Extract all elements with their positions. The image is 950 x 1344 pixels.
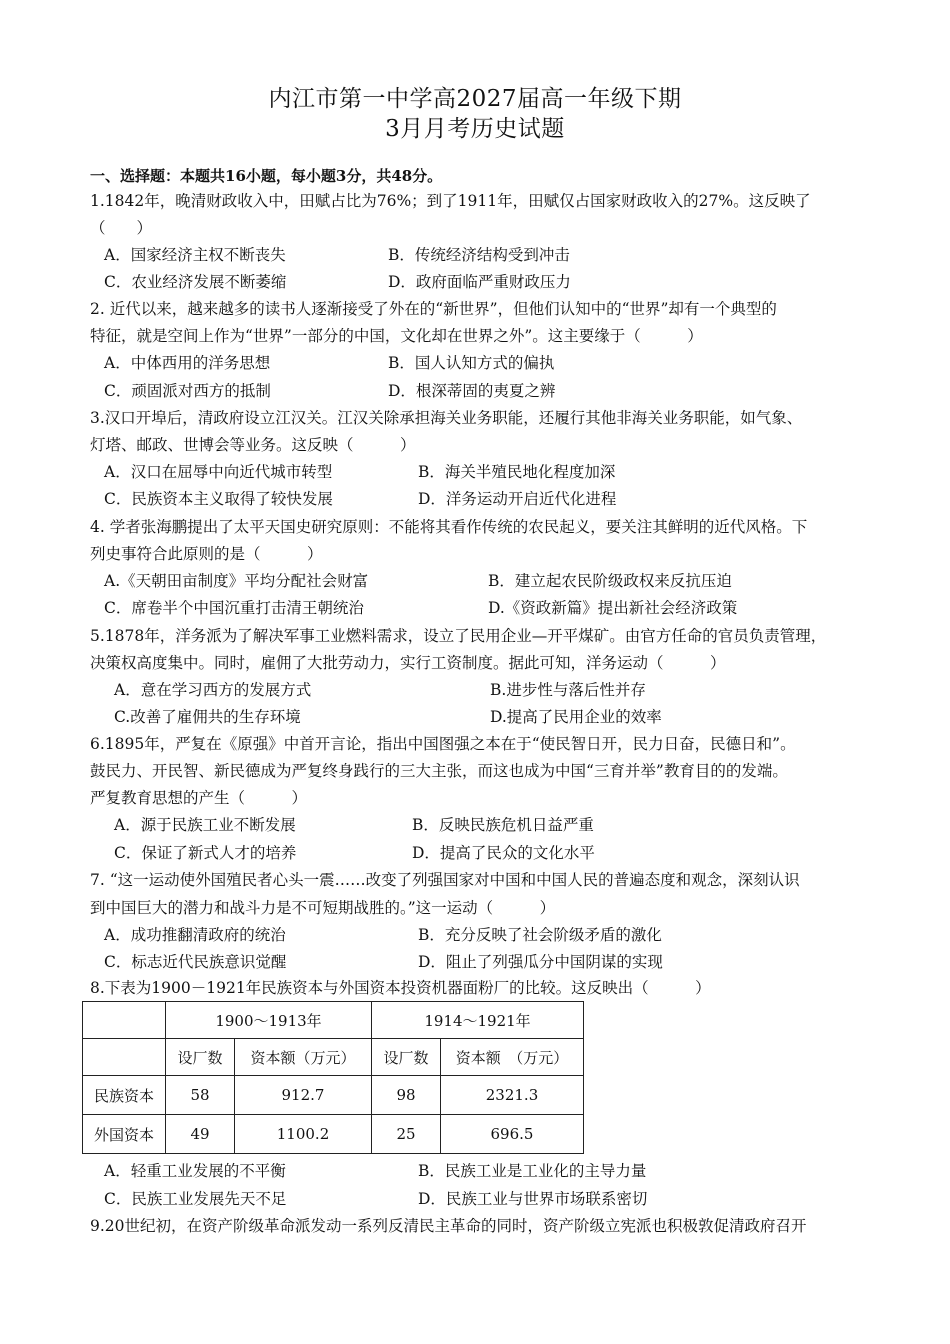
table-cell: 696.5 <box>441 1115 584 1154</box>
table-row <box>83 1076 584 1115</box>
table-row <box>83 1115 584 1154</box>
question-7-option-b[interactable]: B．充分反映了社会阶级矛盾的激化 <box>418 926 662 944</box>
question-4-option-d[interactable]: D.《资政新篇》提出新社会经济政策 <box>488 599 738 617</box>
question-1-stem: 1.1842年，晚清财政收入中，田赋占比为76%；到了1911年，田赋仅占国家财政收入的27%。这反映了 <box>90 192 811 210</box>
table-subheader: 资本额（万元） <box>235 1039 372 1076</box>
question-7-stem: 到中国巨大的潜力和战斗力是不可短期战胜的。”这一运动（ ） <box>90 899 556 917</box>
table-cell: 25 <box>372 1115 441 1154</box>
question-8-option-a[interactable]: A．轻重工业发展的不平衡 <box>104 1162 286 1180</box>
row-label: 民族资本 <box>83 1076 166 1115</box>
question-1-stem: （ ） <box>90 219 153 237</box>
question-1-option-b[interactable]: B．传统经济结构受到冲击 <box>388 246 570 264</box>
question-4-stem: 列史事符合此原则的是（ ） <box>90 545 323 563</box>
question-6-stem: 鼓民力、开民智、新民德成为严复终身践行的三大主张，而这也成为中国“三育并举”教育目的的发端。 <box>90 762 788 780</box>
question-2-stem: 特征，就是空间上作为“世界”一部分的中国，文化却在世界之外”。这主要缘于（ ） <box>90 327 703 345</box>
question-5-option-b[interactable]: B.进步性与落后性并存 <box>490 681 646 699</box>
question-7-stem: 7. “这一运动使外国殖民者心头一震……改变了列强国家对中国和中国人民的普遍态度和观念，深刻认识 <box>90 871 800 889</box>
question-8-option-c[interactable]: C．民族工业发展先天不足 <box>104 1190 287 1208</box>
question-3-option-a[interactable]: A．汉口在屈辱中向近代城市转型 <box>104 463 333 481</box>
table-subheader: 资本额 （万元） <box>441 1039 584 1076</box>
question-5-option-d[interactable]: D.提高了民用企业的效率 <box>490 708 662 726</box>
table-period-header: 1900～1913年 <box>166 1002 372 1039</box>
question-1-option-a[interactable]: A．国家经济主权不断丧失 <box>104 246 286 264</box>
table-corner-cell <box>83 1039 166 1076</box>
row-label: 外国资本 <box>83 1115 166 1154</box>
question-3-option-b[interactable]: B．海关半殖民地化程度加深 <box>418 463 616 481</box>
question-2-option-a[interactable]: A．中体西用的洋务思想 <box>104 354 271 372</box>
table-period-header: 1914～1921年 <box>372 1002 584 1039</box>
investment-comparison-table <box>82 1001 584 1154</box>
question-1-option-c[interactable]: C．农业经济发展不断萎缩 <box>104 273 287 291</box>
question-2-option-b[interactable]: B．国人认知方式的偏执 <box>388 354 555 372</box>
question-2-stem: 2. 近代以来，越来越多的读书人逐渐接受了外在的“新世界”，但他们认知中的“世界”却有一个典型的 <box>90 300 777 318</box>
question-3-option-d[interactable]: D．洋务运动开启近代化进程 <box>418 490 617 508</box>
question-6-stem: 6.1895年，严复在《原强》中首开言论，指出中国图强之本在于“使民智日开，民力日奋，民德日和”。 <box>90 735 796 753</box>
question-8-option-d[interactable]: D．民族工业与世界市场联系密切 <box>418 1190 648 1208</box>
question-7-option-a[interactable]: A．成功推翻清政府的统治 <box>104 926 286 944</box>
question-5-stem: 5.1878年，洋务派为了解决军事工业燃料需求，设立了民用企业—开平煤矿。由官方任命的官员负责管理， <box>90 627 827 645</box>
question-6-stem: 严复教育思想的产生（ ） <box>90 789 308 807</box>
table-cell: 2321.3 <box>441 1076 584 1115</box>
question-5-stem: 决策权高度集中。同时，雇佣了大批劳动力，实行工资制度。据此可知，洋务运动（ ） <box>90 654 726 672</box>
table-cell: 912.7 <box>235 1076 372 1115</box>
question-7-option-d[interactable]: D．阻止了列强瓜分中国阴谋的实现 <box>418 953 663 971</box>
question-2-option-c[interactable]: C．顽固派对西方的抵制 <box>104 382 271 400</box>
question-6-option-d[interactable]: D．提高了民众的文化水平 <box>412 844 595 862</box>
question-3-stem: 灯塔、邮政、世博会等业务。这反映（ ） <box>90 436 416 454</box>
question-4-stem: 4. 学者张海鹏提出了太平天国史研究原则：不能将其看作传统的农民起义，要关注其鲜明的近代风格。下 <box>90 518 808 536</box>
question-6-option-a[interactable]: A．源于民族工业不断发展 <box>114 816 296 834</box>
table-cell: 98 <box>372 1076 441 1115</box>
exam-title-line1: 内江市第一中学高2027届高一年级下期 <box>268 86 682 112</box>
table-corner-cell <box>83 1002 166 1039</box>
table-cell: 58 <box>166 1076 235 1115</box>
question-3-option-c[interactable]: C．民族资本主义取得了较快发展 <box>104 490 333 508</box>
table-cell: 1100.2 <box>235 1115 372 1154</box>
question-6-option-b[interactable]: B．反映民族危机日益严重 <box>412 816 594 834</box>
question-4-option-a[interactable]: A.《天朝田亩制度》平均分配社会财富 <box>104 572 369 590</box>
question-7-option-c[interactable]: C．标志近代民族意识觉醒 <box>104 953 287 971</box>
question-8-stem: 8.下表为1900－1921年民族资本与外国资本投资机器面粉厂的比较。这反映出（ ） <box>90 979 711 997</box>
table-cell: 49 <box>166 1115 235 1154</box>
section-heading: 一、选择题：本题共16小题，每小题3分，共48分。 <box>90 167 443 185</box>
question-3-stem: 3.汉口开埠后，清政府设立江汉关。江汉关除承担海关业务职能，还履行其他非海关业务职能，如气象、 <box>90 409 803 427</box>
question-4-option-c[interactable]: C．席卷半个中国沉重打击清王朝统治 <box>104 599 364 617</box>
table-subheader: 设厂数 <box>372 1039 441 1076</box>
question-5-option-a[interactable]: A．意在学习西方的发展方式 <box>114 681 312 699</box>
question-5-option-c[interactable]: C.改善了雇佣共的生存环境 <box>114 708 301 726</box>
table-subheader: 设厂数 <box>166 1039 235 1076</box>
question-9-stem: 9.20世纪初，在资产阶级革命派发动一系列反清民主革命的同时，资产阶级立宪派也积极敦促清政府召开 <box>90 1217 807 1235</box>
exam-title-line2: 3月月考历史试题 <box>385 116 565 142</box>
question-1-option-d[interactable]: D．政府面临严重财政压力 <box>388 273 571 291</box>
question-2-option-d[interactable]: D．根深蒂固的夷夏之辨 <box>388 382 556 400</box>
question-4-option-b[interactable]: B．建立起农民阶级政权来反抗压迫 <box>488 572 732 590</box>
question-6-option-c[interactable]: C．保证了新式人才的培养 <box>114 844 297 862</box>
question-8-option-b[interactable]: B．民族工业是工业化的主导力量 <box>418 1162 647 1180</box>
